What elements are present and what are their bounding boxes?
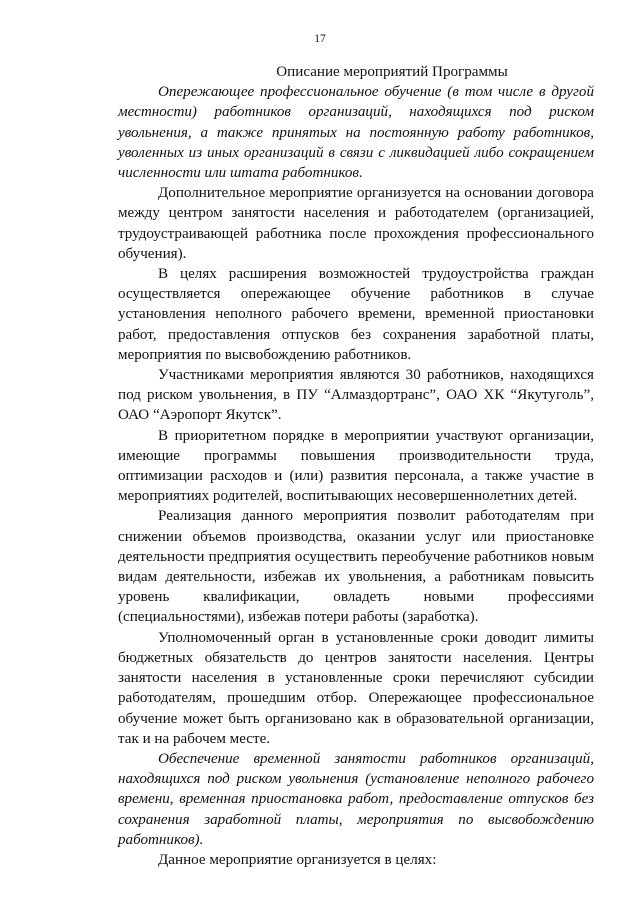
paragraph-priority-order: В приоритетном порядке в мероприятии участвуют организации, имеющие программы повышения производительности труда, оптимизации расходов и (или) развития персонала, а также участие в мероприятиях родителей, воспитывающих несовершеннолетних детей. — [118, 427, 594, 505]
paragraph-authorized-body: Уполномоченный орган в установленные сроки доводит лимиты бюджетных обязательств до центров занятости населения. Центры занятости населения в установленные сроки перечисляют субсидии работодателям, прошедшим отбор. Опережающее профессиональное обучение может быть организовано как в образовательной организации, так и на рабочем месте. — [118, 629, 594, 747]
document-body — [118, 62, 594, 870]
page-number: 17 — [314, 33, 326, 45]
paragraph-participants: Участниками мероприятия являются 30 работников, находящихся под риском увольнения, в ПУ “Алмаздортранс”, ОАО ХК “Якутуголь”, ОАО “Аэропорт Якутск”. — [118, 367, 594, 424]
paragraph-advance-training-title: Опережающее профессиональное обучение (в том числе в другой местности) работников организаций, находящихся под риском увольнения, а также принятых на постоянную работу работников, уволенных из иных организаций в связи с ликвидацией либо сокращением численности или штата работников. — [118, 84, 594, 182]
paragraph-contract-basis: Дополнительное мероприятие организуется на основании договора между центром занятости населения и работодателем (организацией, трудоустраивающей работника после прохождения профессионального обучения). — [118, 185, 594, 262]
paragraph-employment-goals: В целях расширения возможностей трудоустройства граждан осуществляется опережающее обучение работников в случае установления неполного рабочего времени, временной приостановки работ, предоставления отпусков без сохранения заработной платы, мероприятия по высвобождению работников. — [118, 266, 594, 363]
paragraph-implementation: Реализация данного мероприятия позволит работодателям при снижении объемов производства, оказании услуг или приостановке деятельности предприятия осуществить переобучение работников новым видам деятельности, избежав их увольнения, а работникам повысить уровень квалификации, овладеть новыми профессиями (специальностями), избежав потери работы (заработка). — [118, 508, 594, 626]
paragraph-temporary-employment-title: Обеспечение временной занятости работников организаций, находящихся под риском увольнения (установление неполного рабочего времени, временная приостановка работ, предоставление отпусков без сохранения заработной платы, мероприятия по высвобождению работников). — [118, 750, 594, 848]
paragraph-purposes-intro: Данное мероприятие организуется в целях: — [158, 851, 437, 868]
section-heading: Описание мероприятий Программы — [276, 64, 508, 80]
